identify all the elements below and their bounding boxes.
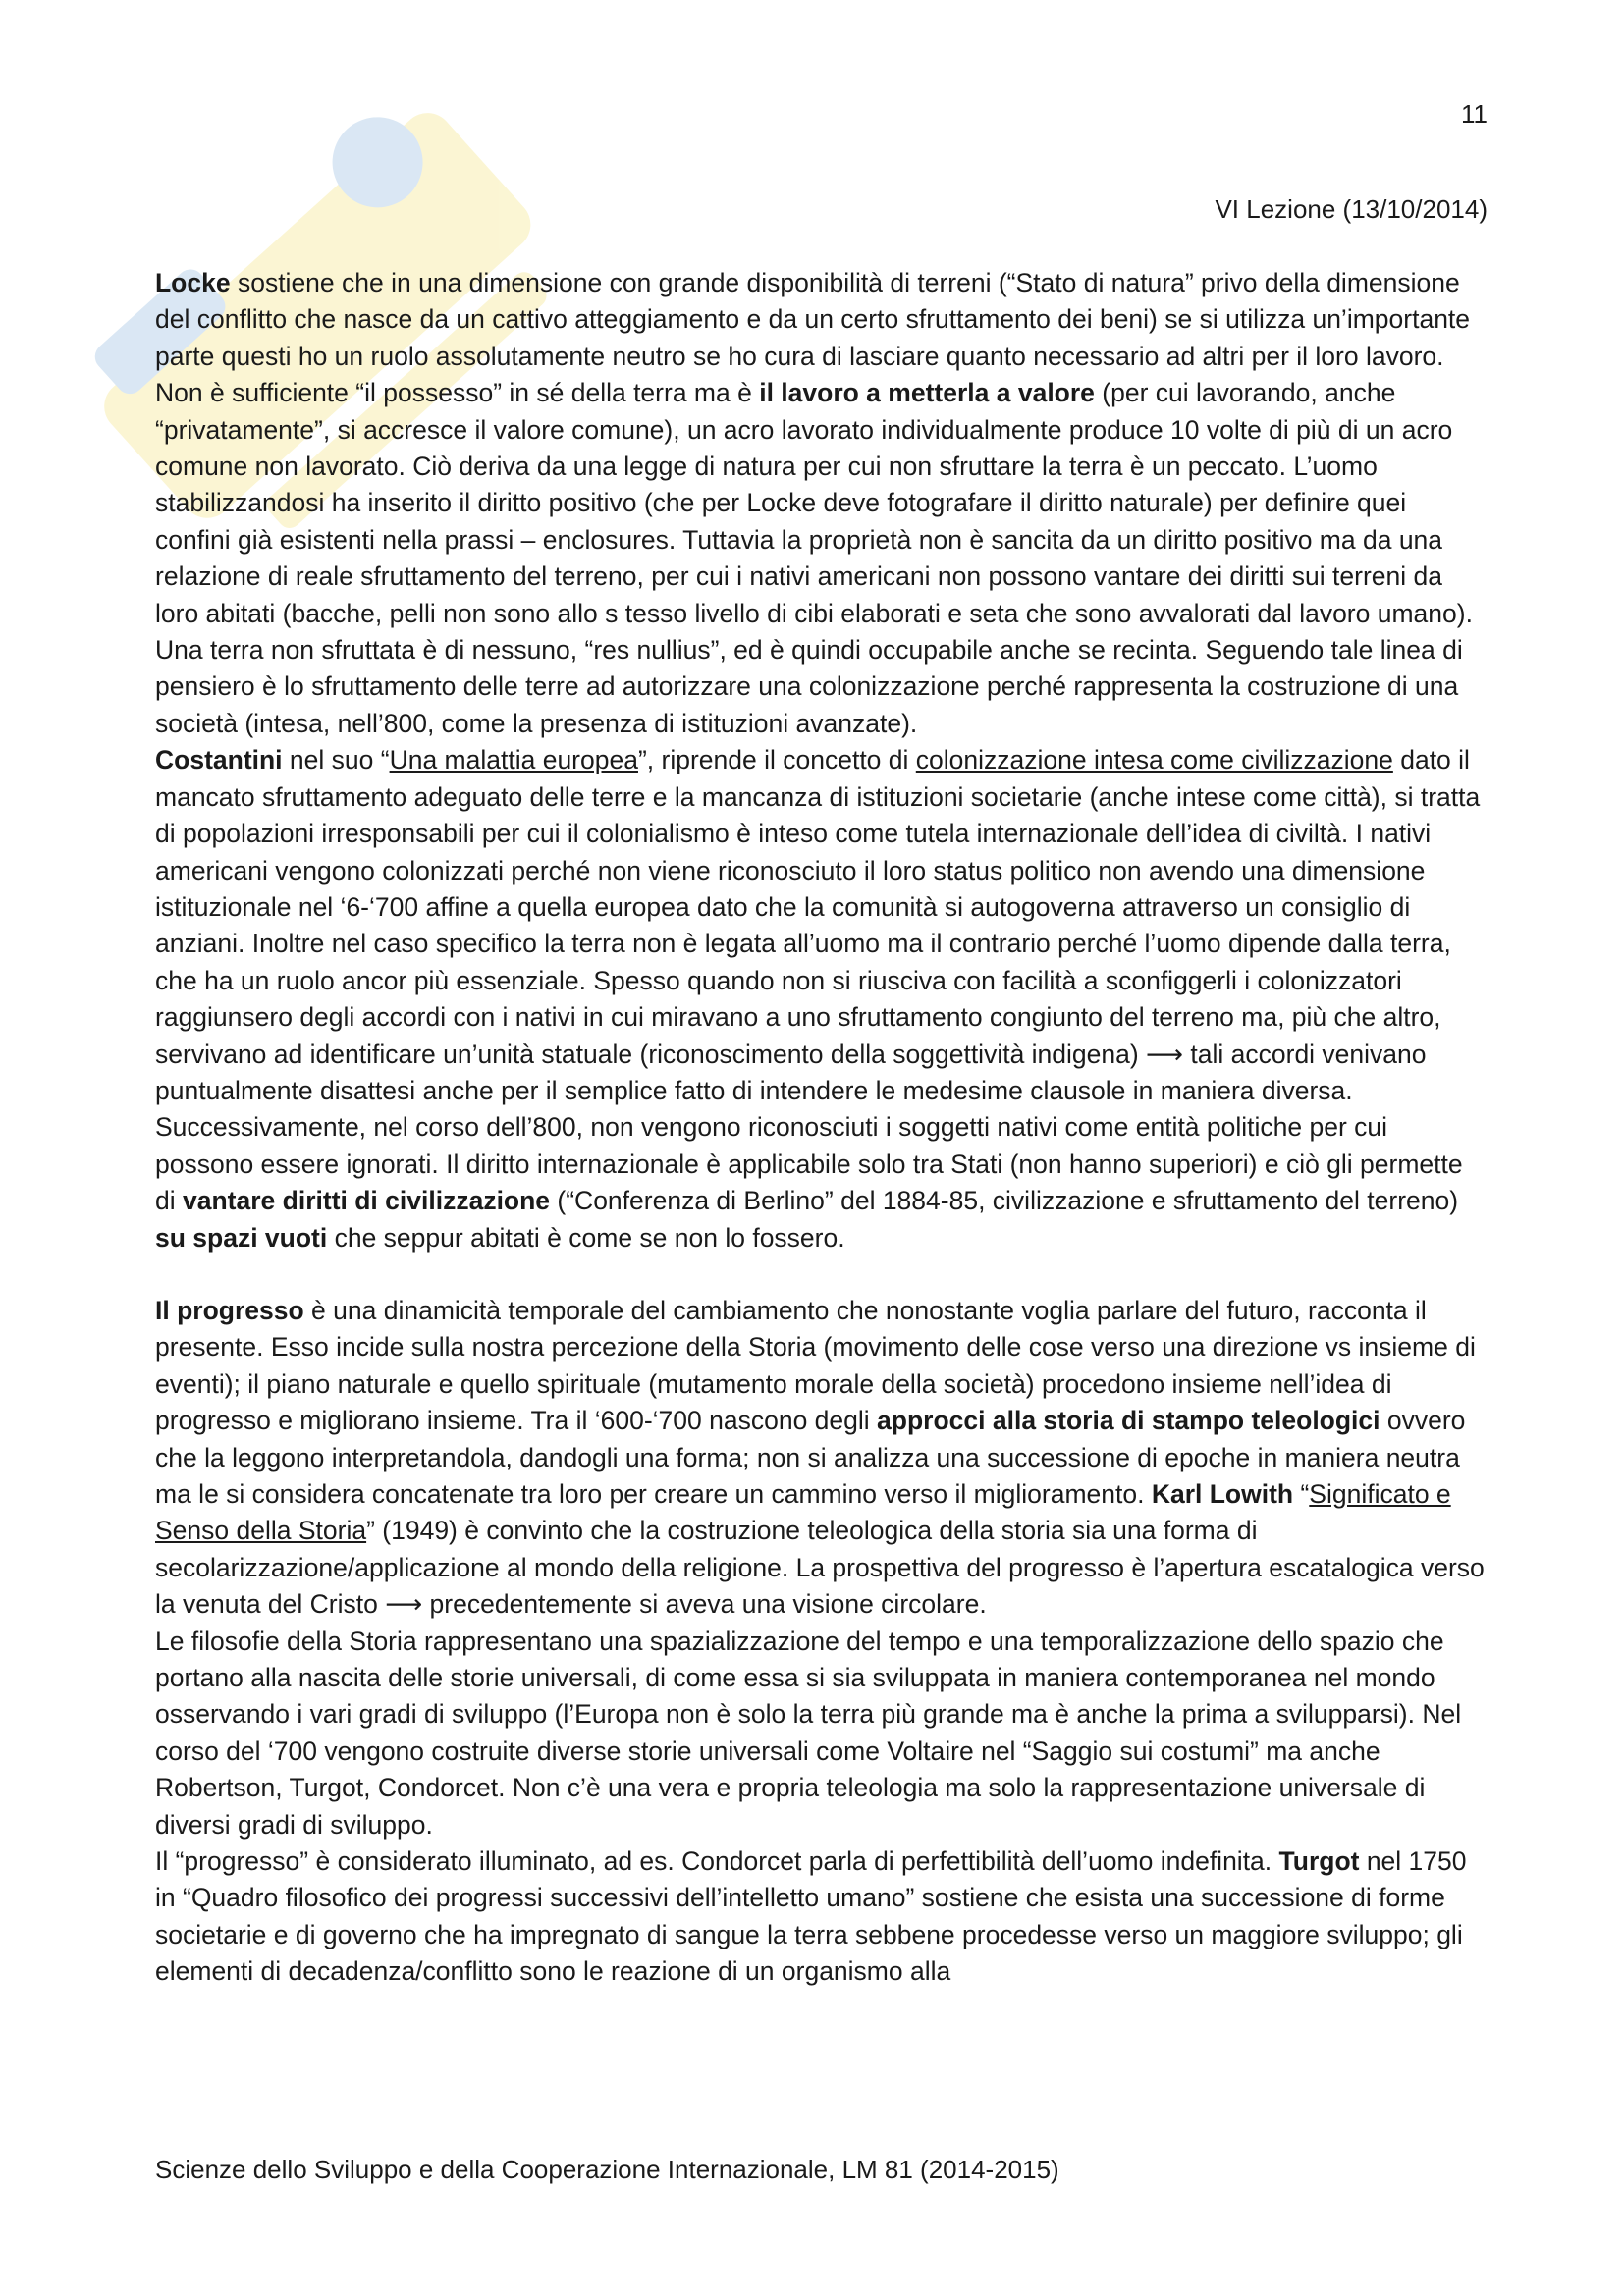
paragraph-progresso — [155, 1293, 1489, 1624]
text-run: che seppur abitati è come se non lo fossero. — [327, 1222, 845, 1253]
paragraph-turgot — [155, 1843, 1489, 1991]
text-run: ovvero che la leggono interpretandola, dandogli una forma; non si analizza una successione di epoche in maniera neutra ma le si considera concatenate tra loro per creare un cammino verso il miglioramento. — [155, 1406, 1466, 1509]
bold-term: il lavoro a metterla a valore — [759, 378, 1095, 408]
page-number: 11 — [1461, 99, 1488, 129]
paragraph-ottocento — [155, 1109, 1489, 1256]
text-run: Il “progresso” è considerato illuminato, ad es. Condorcet parla di perfettibilità dell’uomo indefinita. — [155, 1846, 1279, 1877]
text-run: (per cui lavorando, anche “privatamente”, si accresce il valore comune), un acro lavorato individualmente produce 10 volte di più di un acro comune non lavorato. Ciò deriva da una legge di natura per cui non sfruttare la terra è un peccato. L’uomo stabilizzandosi ha inserito il diritto positivo (che per Locke deve fotografare il diritto naturale) per definire quei confini già esistenti nella prassi – enclosures. Tuttavia la proprietà non è sancita da un diritto positivo ma da una relazione di reale sfruttamento del terreno, per cui i nativi americani non possono vantare dei diritti sui terreni da loro abitati (bacche, pelli non sono allo s tesso livello di cibi elaborati e seta che sono avvalorati dal lavoro umano). Una terra non sfruttata è di nessuno, “res nullius”, ed è quindi occupabile anche se recinta. Seguendo tale linea di pensiero è lo sfruttamento delle terre ad autorizzare una colonizzazione perché rappresenta la costruzione di una società (intesa, nell’800, come la presenza di istituzioni avanzate). — [155, 378, 1473, 738]
text-run: Le filosofie della Storia rappresentano una spazializzazione del tempo e una temporalizzazione dello spazio che portano alla nascita delle storie universali, di come essa si sia sviluppata in maniera contemporanea nel mondo osservando i vari gradi di sviluppo (l’Europa non è solo la terra più grande ma è anche la prima a svilupparsi). Nel corso del ‘700 vengono costruite diverse storie universali come Voltaire nel “Saggio sui costumi” ma anche Robertson, Turgot, Condorcet. Non c’è una vera e propria teleologia ma solo la rappresentazione universale di diversi gradi di sviluppo. — [155, 1626, 1462, 1840]
text-run: (“Conferenza di Berlino” del 1884-85, civilizzazione e sfruttamento del terreno) — [550, 1186, 1459, 1216]
text-run: ”, riprende il concetto di — [637, 745, 916, 775]
bold-term: Locke — [155, 268, 231, 297]
text-run: è una dinamicità temporale del cambiamento che nonostante voglia parlare del futuro, racconta il presente. Esso incide sulla nostra percezione della Storia (movimento delle cose verso una direzione vs insieme di eventi); il piano naturale e quello spirituale (mutamento morale della società) procedono insieme nell’idea di progresso e migliorano insieme. Tra il ‘600-‘700 nascono degli — [155, 1295, 1476, 1436]
text-run: dato il mancato sfruttamento adeguato delle terre e la mancanza di istituzioni societarie (anche intese come città), si tratta di popolazioni irresponsabili per cui il colonialismo è inteso come tutela internazionale dell’idea di civiltà. I nativi americani vengono colonizzati perché non viene riconosciuto il loro status politico non avendo una dimensione istituzionale nel ‘6-‘700 affine a quella europea dato che la comunità si autogoverna attraverso un consiglio di anziani. Inoltre nel caso specifico la terra non è legata all’uomo ma il contrario perché l’uomo dipende dalla terra, che ha un ruolo ancor più essenziale. Spesso quando non si riusciva con facilità a sconfiggerli i colonizzatori raggiunsero degli accordi con i nativi in cui miravano a uno sfruttamento congiunto del terreno ma, più che altro, servivano ad identificare un’unità statuale (riconoscimento della soggettività indigena) ⟶ tali accordi venivano puntualmente disattesi anche per il semplice fatto di intendere le medesime clausole in maniera diversa. — [155, 745, 1481, 1105]
bold-term: Il progresso — [155, 1295, 304, 1325]
text-run: nel suo “ — [282, 745, 390, 775]
bold-term: approcci alla storia di stampo teleologici — [877, 1406, 1380, 1436]
lesson-title: VI Lezione (13/10/2014) — [1215, 194, 1488, 224]
paragraph-filosofie — [155, 1624, 1489, 1843]
bold-term: Costantini — [155, 745, 283, 775]
paragraph-costantini — [155, 742, 1489, 1109]
bold-term: su spazi vuoti — [155, 1222, 328, 1253]
bold-term: Turgot — [1278, 1846, 1360, 1877]
underlined-title: Una malattia europea — [389, 745, 638, 775]
text-run: “ — [1293, 1479, 1310, 1509]
document-body — [155, 265, 1489, 1991]
underlined-title: Significato e Senso della Storia — [155, 1479, 1451, 1546]
text-run: Successivamente, nel corso dell’800, non vengono riconosciuti i soggetti nativi come entità politiche per cui possono essere ignorati. Il diritto internazionale è applicabile solo tra Stati (non hanno superiori) e ciò gli permette di — [155, 1112, 1463, 1216]
paragraph-locke — [155, 265, 1489, 742]
text-run: nel 1750 in “Quadro filosofico dei progressi successivi dell’intelletto umano” sostiene che esista una successione di forme societarie e di governo che ha impregnato di sangue la terra sebbene procedesse verso un maggiore sviluppo; gli elementi di decadenza/conflitto sono le reazione di un organismo alla — [155, 1846, 1467, 1987]
text-run: sostiene che in una dimensione con grande disponibilità di terreni (“Stato di natura” privo della dimensione del conflitto che nasce da un cattivo atteggiamento e da un certo sfruttamento dei beni) se si utilizza un’importante parte questi ho un ruolo assolutamente neutro se ho cura di lasciare quanto necessario ad altri per il loro lavoro. Non è sufficiente “il possesso” in sé della terra ma è — [155, 268, 1471, 408]
footer-course: Scienze dello Sviluppo e della Cooperazione Internazionale, LM 81 (2014-2015) — [155, 2155, 1059, 2184]
text-run: ” (1949) è convinto che la costruzione teleologica della storia sia una forma di secolarizzazione/applicazione al mondo della religione. La prospettiva del progresso è l’apertura escatalogica verso la venuta del Cristo ⟶ precedentemente si aveva una visione circolare. — [155, 1516, 1485, 1620]
underlined-concept: colonizzazione intesa come civilizzazione — [915, 745, 1393, 775]
bold-term: Karl Lowith — [1151, 1479, 1294, 1509]
bold-term: vantare diritti di civilizzazione — [183, 1186, 551, 1216]
